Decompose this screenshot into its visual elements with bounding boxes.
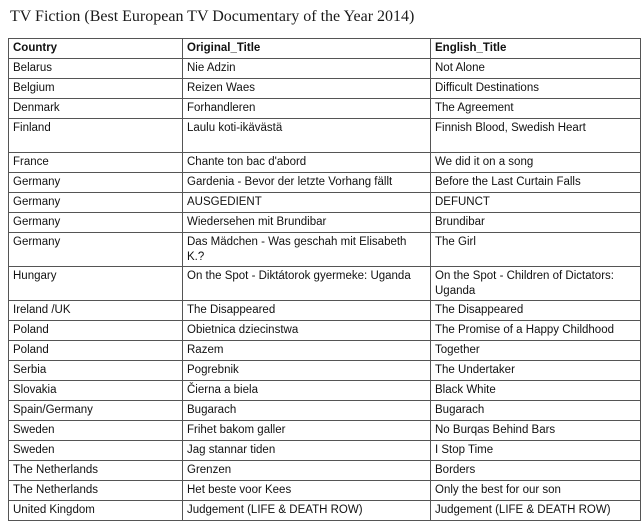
cell-country: Finland bbox=[9, 119, 183, 153]
table-row bbox=[9, 233, 641, 267]
table-row bbox=[9, 401, 641, 421]
cell-english-title: The Disappeared bbox=[431, 301, 641, 321]
cell-english-title: We did it on a song bbox=[431, 153, 641, 173]
cell-country: Germany bbox=[9, 193, 183, 213]
cell-original-title: Das Mädchen - Was geschah mit Elisabeth K.? bbox=[183, 233, 431, 267]
cell-original-title: Laulu koti-ikävästä bbox=[183, 119, 431, 153]
cell-original-title: Čierna a biela bbox=[183, 381, 431, 401]
cell-original-title: Forhandleren bbox=[183, 99, 431, 119]
column-header-english-title: English_Title bbox=[431, 39, 641, 59]
table-row bbox=[9, 213, 641, 233]
cell-original-title: Jag stannar tiden bbox=[183, 441, 431, 461]
cell-country: Slovakia bbox=[9, 381, 183, 401]
cell-country: Poland bbox=[9, 321, 183, 341]
cell-english-title: Not Alone bbox=[431, 59, 641, 79]
cell-country: Hungary bbox=[9, 267, 183, 301]
table-row bbox=[9, 173, 641, 193]
cell-original-title: Judgement (LIFE & DEATH ROW) bbox=[183, 501, 431, 521]
cell-english-title: The Agreement bbox=[431, 99, 641, 119]
cell-english-title: Finnish Blood, Swedish Heart bbox=[431, 119, 641, 153]
cell-country: Belarus bbox=[9, 59, 183, 79]
cell-original-title: Wiedersehen mit Brundibar bbox=[183, 213, 431, 233]
cell-english-title: I Stop Time bbox=[431, 441, 641, 461]
cell-country: Spain/Germany bbox=[9, 401, 183, 421]
cell-original-title: Pogrebnik bbox=[183, 361, 431, 381]
cell-country: Denmark bbox=[9, 99, 183, 119]
table-row bbox=[9, 501, 641, 521]
table-row bbox=[9, 119, 641, 153]
cell-original-title: Obietnica dziecinstwa bbox=[183, 321, 431, 341]
cell-original-title: Gardenia - Bevor der letzte Vorhang fällt bbox=[183, 173, 431, 193]
table-row bbox=[9, 381, 641, 401]
table-row bbox=[9, 301, 641, 321]
cell-original-title: Razem bbox=[183, 341, 431, 361]
cell-country: The Netherlands bbox=[9, 481, 183, 501]
cell-english-title: The Girl bbox=[431, 233, 641, 267]
cell-country: Germany bbox=[9, 173, 183, 193]
cell-english-title: Judgement (LIFE & DEATH ROW) bbox=[431, 501, 641, 521]
column-header-original-title: Original_Title bbox=[183, 39, 431, 59]
cell-original-title: AUSGEDIENT bbox=[183, 193, 431, 213]
table-row bbox=[9, 481, 641, 501]
table-row bbox=[9, 441, 641, 461]
page-title: TV Fiction (Best European TV Documentary of the Year 2014) bbox=[10, 8, 415, 25]
cell-english-title: Bugarach bbox=[431, 401, 641, 421]
cell-country: United Kingdom bbox=[9, 501, 183, 521]
table-row bbox=[9, 321, 641, 341]
cell-country: Poland bbox=[9, 341, 183, 361]
cell-english-title: The Promise of a Happy Childhood bbox=[431, 321, 641, 341]
cell-english-title: No Burqas Behind Bars bbox=[431, 421, 641, 441]
cell-country: Belgium bbox=[9, 79, 183, 99]
cell-english-title: DEFUNCT bbox=[431, 193, 641, 213]
cell-country: The Netherlands bbox=[9, 461, 183, 481]
cell-english-title: On the Spot - Children of Dictators: Uganda bbox=[431, 267, 641, 301]
table-row bbox=[9, 341, 641, 361]
table-row bbox=[9, 461, 641, 481]
cell-original-title: Frihet bakom galler bbox=[183, 421, 431, 441]
documentary-table bbox=[8, 38, 641, 521]
cell-original-title: Het beste voor Kees bbox=[183, 481, 431, 501]
table-row bbox=[9, 193, 641, 213]
cell-original-title: On the Spot - Diktátorok gyermeke: Uganda bbox=[183, 267, 431, 301]
column-header-country: Country bbox=[9, 39, 183, 59]
cell-english-title: The Undertaker bbox=[431, 361, 641, 381]
table-row bbox=[9, 79, 641, 99]
cell-country: Sweden bbox=[9, 421, 183, 441]
cell-english-title: Difficult Destinations bbox=[431, 79, 641, 99]
table-row bbox=[9, 361, 641, 381]
cell-country: Serbia bbox=[9, 361, 183, 381]
cell-english-title: Borders bbox=[431, 461, 641, 481]
cell-original-title: Grenzen bbox=[183, 461, 431, 481]
cell-original-title: Nie Adzin bbox=[183, 59, 431, 79]
cell-english-title: Before the Last Curtain Falls bbox=[431, 173, 641, 193]
cell-original-title: The Disappeared bbox=[183, 301, 431, 321]
table-row bbox=[9, 421, 641, 441]
cell-country: Sweden bbox=[9, 441, 183, 461]
cell-english-title: Black White bbox=[431, 381, 641, 401]
table-row bbox=[9, 59, 641, 79]
cell-original-title: Bugarach bbox=[183, 401, 431, 421]
cell-original-title: Chante ton bac d'abord bbox=[183, 153, 431, 173]
table-row bbox=[9, 267, 641, 301]
cell-english-title: Brundibar bbox=[431, 213, 641, 233]
table-row bbox=[9, 153, 641, 173]
cell-original-title: Reizen Waes bbox=[183, 79, 431, 99]
header-row bbox=[9, 39, 641, 59]
cell-country: France bbox=[9, 153, 183, 173]
table-row bbox=[9, 99, 641, 119]
cell-country: Germany bbox=[9, 213, 183, 233]
cell-english-title: Only the best for our son bbox=[431, 481, 641, 501]
cell-country: Ireland /UK bbox=[9, 301, 183, 321]
cell-english-title: Together bbox=[431, 341, 641, 361]
cell-country: Germany bbox=[9, 233, 183, 267]
